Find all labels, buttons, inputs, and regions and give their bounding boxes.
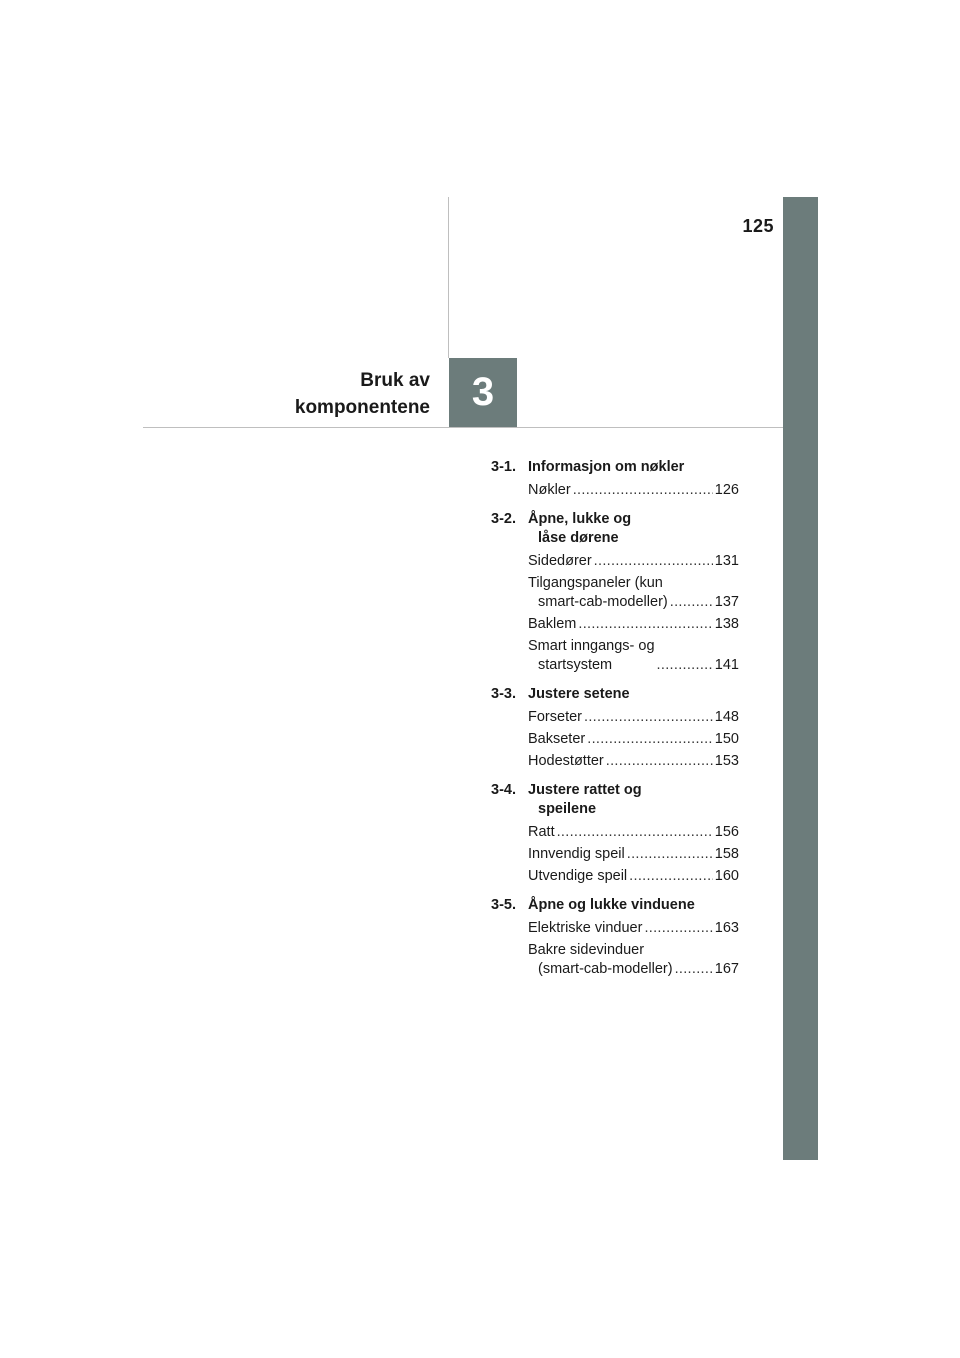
- vertical-divider: [448, 197, 449, 358]
- dot-leader: [594, 552, 713, 571]
- entry-title: Ratt: [528, 824, 555, 840]
- entry-title: Sidedører: [528, 553, 592, 569]
- entry-page: 126: [714, 482, 739, 498]
- table-of-contents: [491, 458, 739, 982]
- toc-entry[interactable]: [491, 574, 739, 612]
- toc-section-3-1: [491, 458, 739, 477]
- dot-leader: [657, 656, 713, 675]
- entry-page: 141: [714, 657, 739, 673]
- toc-entry[interactable]: [491, 941, 739, 979]
- chapter-number-box: 3: [449, 358, 517, 427]
- entry-page: 137: [714, 594, 739, 610]
- chapter-title-line1: Bruk av: [360, 370, 430, 391]
- toc-entry[interactable]: [491, 752, 739, 771]
- toc-entry[interactable]: [491, 919, 739, 938]
- entry-page: 153: [714, 753, 739, 769]
- toc-entry[interactable]: [491, 845, 739, 864]
- toc-entry[interactable]: [491, 823, 739, 842]
- chapter-title-line2: komponentene: [294, 397, 430, 418]
- dot-leader: [587, 730, 713, 749]
- chapter-title: [230, 367, 430, 421]
- entry-title-line1: Bakre sidevinduer: [528, 942, 645, 958]
- entry-title: [528, 574, 668, 612]
- entry-title: [528, 637, 655, 675]
- dot-leader: [627, 845, 713, 864]
- toc-entry[interactable]: [491, 552, 739, 571]
- section-title-line1: Justere rattet og: [528, 782, 642, 798]
- entry-page: 131: [714, 553, 739, 569]
- entry-title-line1: Smart inngangs- og: [528, 638, 655, 654]
- entry-title: Innvendig speil: [528, 846, 625, 862]
- entry-title-line2: startsystem: [538, 657, 613, 673]
- dot-leader: [584, 708, 713, 727]
- section-title: Informasjon om nøkler: [528, 459, 685, 475]
- toc-section-3-4: [491, 781, 739, 819]
- section-title-line2: speilene: [538, 801, 597, 817]
- page-number: 125: [742, 216, 774, 236]
- entry-title: Bakseter: [528, 731, 586, 747]
- entry-page: 158: [714, 846, 739, 862]
- dot-leader: [606, 752, 713, 771]
- dot-leader: [644, 919, 712, 938]
- entry-page: 160: [714, 868, 739, 884]
- entry-page: 167: [714, 961, 739, 977]
- dot-leader: [578, 615, 712, 634]
- dot-leader: [557, 823, 713, 842]
- entry-page: 163: [714, 920, 739, 936]
- toc-entry[interactable]: [491, 615, 739, 634]
- section-title: Justere setene: [528, 686, 630, 702]
- section-title: Åpne og lukke vinduene: [528, 897, 695, 913]
- entry-title-line2: smart-cab-modeller): [538, 594, 668, 610]
- entry-page: 150: [714, 731, 739, 747]
- entry-title: Forseter: [528, 709, 582, 725]
- toc-entry[interactable]: [491, 481, 739, 500]
- toc-entry[interactable]: [491, 867, 739, 886]
- entry-page: 156: [714, 824, 739, 840]
- entry-title: Elektriske vinduer: [528, 920, 643, 936]
- section-number: 3-4.: [491, 782, 516, 798]
- dot-leader: [675, 960, 713, 979]
- section-number: 3-5.: [491, 897, 516, 913]
- toc-section-3-2: [491, 510, 739, 548]
- dot-leader: [629, 867, 713, 886]
- toc-entry[interactable]: [491, 637, 739, 675]
- section-title-line2: låse dørene: [538, 530, 619, 546]
- entry-title: [528, 941, 673, 979]
- toc-entry[interactable]: [491, 708, 739, 727]
- entry-title-line1: Tilgangspaneler (kun: [528, 575, 663, 591]
- entry-title-line2: (smart-cab-modeller): [538, 961, 673, 977]
- entry-page: 148: [714, 709, 739, 725]
- dot-leader: [670, 593, 713, 612]
- horizontal-divider: [143, 427, 783, 428]
- entry-title: Hodestøtter: [528, 753, 604, 769]
- section-number: 3-3.: [491, 686, 516, 702]
- toc-section-3-5: [491, 896, 739, 915]
- toc-section-3-3: [491, 685, 739, 704]
- entry-page: 138: [714, 616, 739, 632]
- chapter-side-tab: [783, 197, 818, 1160]
- dot-leader: [573, 481, 713, 500]
- section-number: 3-2.: [491, 511, 516, 527]
- section-title-line1: Åpne, lukke og: [528, 511, 632, 527]
- entry-title: Utvendige speil: [528, 868, 628, 884]
- toc-entry[interactable]: [491, 730, 739, 749]
- entry-title: Baklem: [528, 616, 577, 632]
- entry-title: Nøkler: [528, 482, 571, 498]
- section-number: 3-1.: [491, 459, 516, 475]
